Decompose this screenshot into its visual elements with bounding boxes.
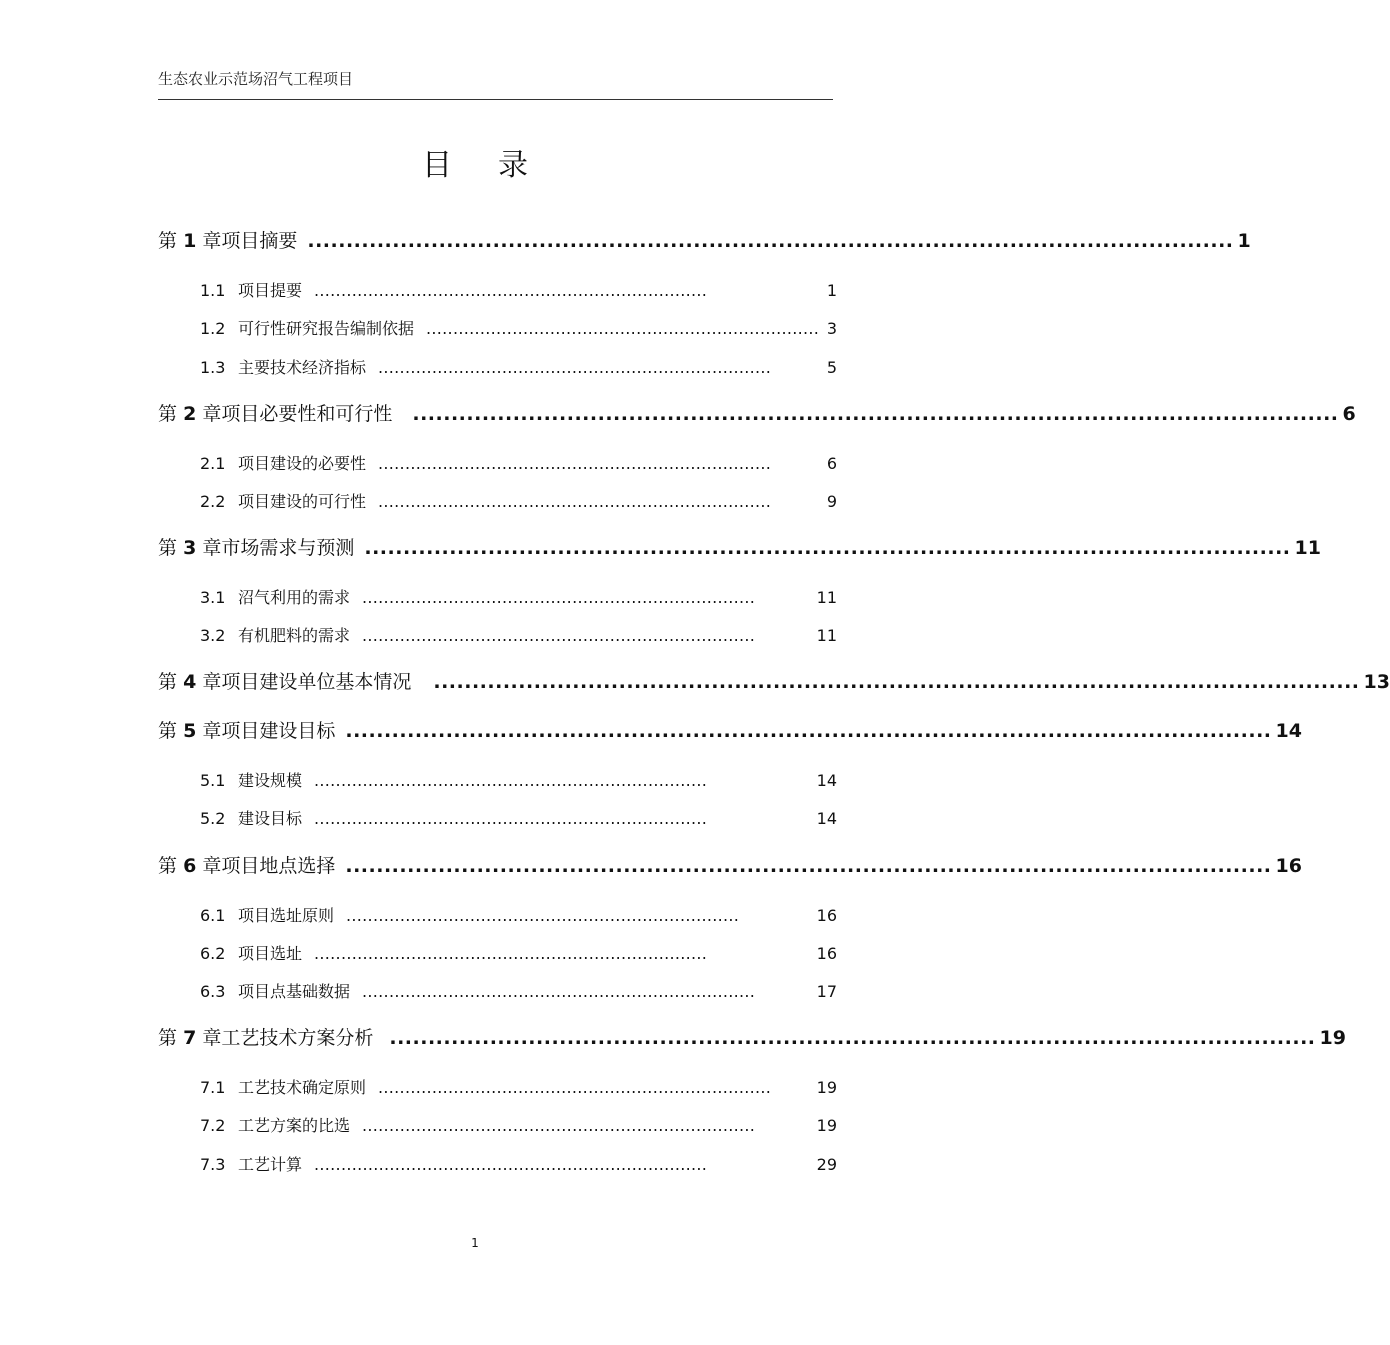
footer-page-number: 1 (471, 1236, 479, 1250)
page-number: 16 (816, 906, 837, 925)
chapter-title: 项目建设单位基本情况 (221, 671, 412, 693)
toc-chapter-6[interactable] (158, 851, 1302, 878)
chapter-label: 第 4 章 (158, 671, 222, 693)
section-title: 工艺技术确定原则 (238, 1078, 367, 1097)
page-number: 19 (816, 1116, 837, 1135)
section-number: 1.3 (200, 358, 226, 377)
dot-leader: ........................................................................................................................ (412, 403, 1339, 425)
dot-leader: ......................................................................... (362, 982, 756, 1001)
dot-leader: ........................................................................................................................ (345, 720, 1272, 742)
dot-leader: ......................................................................... (378, 492, 772, 511)
section-title: 工艺计算 (238, 1155, 303, 1174)
toc-section-7-1[interactable] (200, 1075, 837, 1098)
chapter-label: 第 2 章 (158, 403, 222, 425)
section-number: 6.1 (200, 906, 226, 925)
dot-leader: ........................................................................................................................ (433, 671, 1360, 693)
toc-section-7-2[interactable] (200, 1113, 837, 1136)
toc-section-2-2[interactable] (200, 489, 837, 512)
dot-leader: ......................................................................... (362, 588, 756, 607)
toc-chapter-4[interactable] (158, 667, 1390, 694)
dot-leader: ......................................................................... (378, 1078, 772, 1097)
section-number: 6.3 (200, 982, 226, 1001)
chapter-title: 项目建设目标 (221, 720, 336, 742)
section-number: 1.2 (200, 319, 226, 338)
section-title: 主要技术经济指标 (238, 358, 367, 377)
page-number: 17 (816, 982, 837, 1001)
dot-leader: ......................................................................... (314, 281, 708, 300)
dot-leader: ......................................................................... (378, 454, 772, 473)
page-number: 9 (826, 492, 837, 511)
toc-section-6-3[interactable] (200, 979, 837, 1002)
page-number: 14 (1275, 720, 1302, 742)
chapter-label: 第 6 章 (158, 855, 222, 877)
page-number: 5 (826, 358, 837, 377)
section-number: 3.1 (200, 588, 226, 607)
section-title: 工艺方案的比选 (238, 1116, 351, 1135)
toc-chapter-2[interactable] (158, 399, 1356, 426)
dot-leader: ........................................................................................................................ (364, 537, 1291, 559)
section-title: 建设目标 (238, 809, 303, 828)
dot-leader: ......................................................................... (426, 319, 820, 338)
section-number: 3.2 (200, 626, 226, 645)
dot-leader: ......................................................................... (314, 809, 708, 828)
page-number: 14 (816, 809, 837, 828)
chapter-title: 市场需求与预测 (221, 537, 355, 559)
section-title: 建设规模 (238, 771, 303, 790)
section-title: 项目选址 (238, 944, 303, 963)
section-number: 5.1 (200, 771, 226, 790)
page-number: 11 (816, 588, 837, 607)
section-title: 项目点基础数据 (238, 982, 351, 1001)
dot-leader: ......................................................................... (378, 358, 772, 377)
section-number: 6.2 (200, 944, 226, 963)
page-title: 目录 (422, 148, 574, 183)
toc-section-2-1[interactable] (200, 451, 837, 474)
section-title: 项目提要 (238, 281, 303, 300)
page-number: 19 (1319, 1027, 1346, 1049)
chapter-title: 工艺技术方案分析 (221, 1027, 374, 1049)
section-title: 有机肥料的需求 (238, 626, 351, 645)
section-number: 7.1 (200, 1078, 226, 1097)
dot-leader: ......................................................................... (362, 626, 756, 645)
page-number: 6 (1342, 403, 1356, 425)
page-number: 1 (1237, 230, 1251, 252)
page-number: 11 (816, 626, 837, 645)
chapter-label: 第 3 章 (158, 537, 222, 559)
chapter-label: 第 5 章 (158, 720, 222, 742)
page-number: 1 (826, 281, 837, 300)
chapter-label: 第 1 章 (158, 230, 222, 252)
dot-leader: ......................................................................... (362, 1116, 756, 1135)
toc-chapter-5[interactable] (158, 716, 1302, 743)
section-number: 7.3 (200, 1155, 226, 1174)
page-number: 13 (1363, 671, 1390, 693)
chapter-title: 项目必要性和可行性 (221, 403, 393, 425)
section-title: 可行性研究报告编制依据 (238, 319, 415, 338)
dot-leader: ......................................................................... (314, 1155, 708, 1174)
page-number: 16 (1275, 855, 1302, 877)
dot-leader: ........................................................................................................................ (345, 855, 1272, 877)
dot-leader: ........................................................................................................................ (307, 230, 1234, 252)
toc-section-3-1[interactable] (200, 585, 837, 608)
page-number: 11 (1294, 537, 1321, 559)
section-number: 7.2 (200, 1116, 226, 1135)
page-number: 6 (826, 454, 837, 473)
dot-leader: ........................................................................................................................ (389, 1027, 1316, 1049)
dot-leader: ......................................................................... (314, 771, 708, 790)
toc-chapter-3[interactable] (158, 533, 1321, 560)
chapter-label: 第 7 章 (158, 1027, 222, 1049)
section-number: 1.1 (200, 281, 226, 300)
page-number: 3 (826, 319, 837, 338)
section-number: 2.2 (200, 492, 226, 511)
section-title: 项目选址原则 (238, 906, 335, 925)
toc-section-1-1[interactable] (200, 278, 837, 301)
page-number: 29 (816, 1155, 837, 1174)
page-number: 19 (816, 1078, 837, 1097)
toc-section-3-2[interactable] (200, 623, 837, 646)
toc-section-5-1[interactable] (200, 768, 837, 791)
header-title: 生态农业示范场沼气工程项目 (158, 70, 354, 88)
toc-chapter-1[interactable] (158, 226, 1251, 253)
toc-section-1-2[interactable] (200, 316, 837, 339)
section-title: 沼气利用的需求 (238, 588, 351, 607)
section-number: 5.2 (200, 809, 226, 828)
section-title: 项目建设的可行性 (238, 492, 367, 511)
toc-section-5-2[interactable] (200, 806, 837, 829)
chapter-title: 项目地点选择 (221, 855, 336, 877)
page-number: 14 (816, 771, 837, 790)
toc-section-6-2[interactable] (200, 941, 837, 964)
page-number: 16 (816, 944, 837, 963)
section-number: 2.1 (200, 454, 226, 473)
toc-section-6-1[interactable] (200, 903, 837, 926)
toc-section-7-3[interactable] (200, 1152, 837, 1175)
section-title: 项目建设的必要性 (238, 454, 367, 473)
chapter-title: 项目摘要 (221, 230, 298, 252)
dot-leader: ......................................................................... (346, 906, 740, 925)
toc-section-1-3[interactable] (200, 355, 837, 378)
dot-leader: ......................................................................... (314, 944, 708, 963)
toc-chapter-7[interactable] (158, 1023, 1346, 1050)
